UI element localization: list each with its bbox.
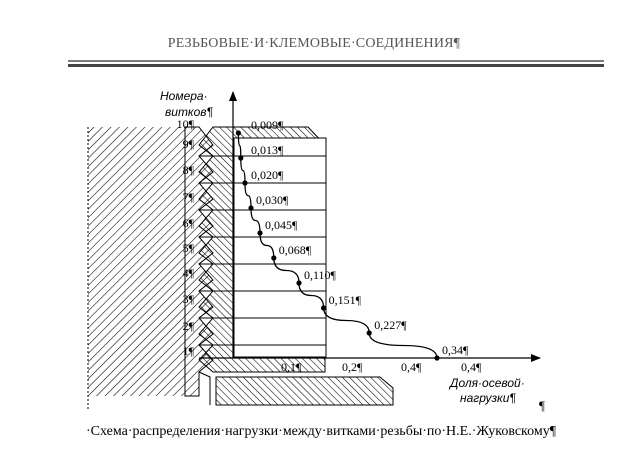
load-point <box>321 305 326 310</box>
x-tick-label: 0,1¶ <box>281 360 302 374</box>
stray-paragraph-mark: ¶ <box>539 398 545 413</box>
load-point <box>242 180 247 185</box>
y-tick-label: 6¶ <box>182 216 194 230</box>
load-point <box>296 280 301 285</box>
load-value-label: 0,151¶ <box>328 293 362 307</box>
y-tick-label: 8¶ <box>182 163 194 177</box>
x-axis-title-line2: нагрузки¶ <box>460 391 516 405</box>
load-value-label: 0,020¶ <box>251 168 284 182</box>
x-tick-label: 0,4¶ <box>401 360 422 374</box>
y-axis-title-line2: витков¶ <box>165 105 213 119</box>
load-value-label: 0,227¶ <box>374 318 407 332</box>
x-tick-label: 0,4¶ <box>461 360 482 374</box>
load-value-label: 0,34¶ <box>442 343 469 357</box>
y-axis-title-line1: Номера· <box>160 89 208 103</box>
load-value-label: 0,068¶ <box>278 243 312 257</box>
x-axis-title-line1: Доля·осевой· <box>450 376 525 390</box>
x-tick-label: 0,2¶ <box>342 360 363 374</box>
load-point <box>434 355 439 360</box>
load-point <box>271 255 276 260</box>
y-tick-label: 2¶ <box>182 319 194 333</box>
y-tick-label: 4¶ <box>182 266 194 280</box>
load-point <box>248 205 253 210</box>
load-value-label: 0,009¶ <box>251 118 284 132</box>
y-tick-label: 5¶ <box>182 241 194 255</box>
load-point <box>367 330 372 335</box>
load-point <box>236 130 241 135</box>
bolt-body-hatch <box>88 127 185 396</box>
bolt-lower-hook <box>199 372 210 405</box>
load-point <box>257 230 262 235</box>
page-header-title: РЕЗЬБОВЫЕ·И·КЛЕМОВЫЕ·СОЕДИНЕНИЯ¶ <box>167 36 461 51</box>
y-tick-label: 7¶ <box>182 190 194 204</box>
y-tick-label: 1¶ <box>182 344 194 358</box>
y-tick-label: 9¶ <box>182 137 194 151</box>
load-point <box>238 155 243 160</box>
y-tick-label: 3¶ <box>182 292 194 306</box>
y-tick-label: 10¶ <box>176 117 194 131</box>
load-value-label: 0,045¶ <box>265 218 298 232</box>
base-plate-hatch <box>216 377 393 405</box>
load-value-label: 0,013¶ <box>251 143 284 157</box>
load-value-label: 0,030¶ <box>256 193 289 207</box>
load-value-label: 0,110¶ <box>304 268 336 282</box>
figure-caption: ·Схема·распределения·нагрузки·между·витками·резьбы·по·Н.Е.·Жуковскому¶ <box>86 424 557 439</box>
